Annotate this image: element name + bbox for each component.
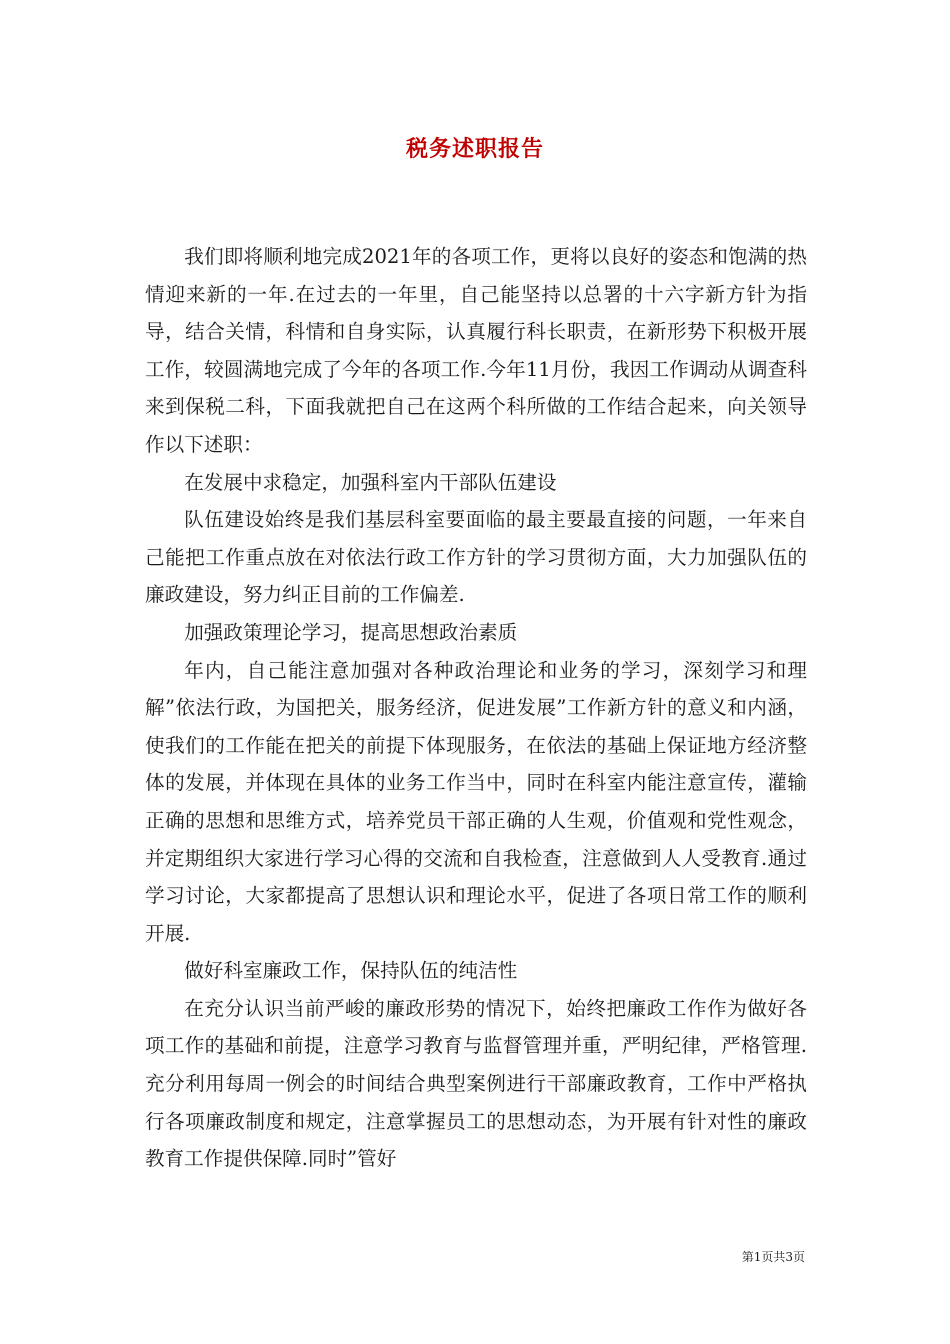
paragraph: 队伍建设始终是我们基层科室要面临的最主要最直接的问题，一年来自己能把工作重点放在对依法行政工作方针的学习贯彻方面，大力加强队伍的廉政建设，努力纠正目前的工作偏差.	[145, 508, 807, 607]
paragraph-intro: 我们即将顺利地完成2021年的各项工作，更将以良好的姿态和饱满的热情迎来新的一年.在过去的一年里，自己能坚持以总署的十六字新方针为指导，结合关情，科情和自身实际，认真履行科长职责，在新形势下积极开展工作，较圆满地完成了今年的各项工作.今年11月份，我因工作调动从调查科来到保税二科，下面我就把自己在这两个科所做的工作结合起来，向关领导作以下述职：	[145, 245, 807, 456]
paragraph: 在充分认识当前严峻的廉政形势的情况下，始终把廉政工作作为做好各项工作的基础和前提，注意学习教育与监督管理并重，严明纪律，严格管理.充分利用每周一例会的时间结合典型案例进行干部廉政教育，工作中严格执行各项廉政制度和规定，注意掌握员工的思想动态，为开展有针对性的廉政教育工作提供保障.同时”管好	[145, 996, 807, 1171]
page-number: 第1页共3页	[741, 1250, 805, 1264]
paragraph: 年内，自己能注意加强对各种政治理论和业务的学习，深刻学习和理解”依法行政，为国把关，服务经济，促进发展”工作新方针的意义和内涵，使我们的工作能在把关的前提下体现服务，在依法的基础上保证地方经济整体的发展，并体现在具体的业务工作当中，同时在科室内能注意宣传，灌输正确的思想和思维方式，培养党员干部正确的人生观，价值观和党性观念，并定期组织大家进行学习心得的交流和自我检查，注意做到人人受教育.通过学习讨论，大家都提高了思想认识和理论水平，促进了各项日常工作的顺利开展.	[145, 658, 807, 945]
section-heading: 在发展中求稳定，加强科室内干部队伍建设	[184, 470, 557, 494]
section-heading: 做好科室廉政工作，保持队伍的纯洁性	[184, 959, 518, 983]
document-body	[145, 238, 807, 1178]
section-heading: 加强政策理论学习，提高思想政治素质	[184, 620, 518, 644]
document-title: 税务述职报告	[405, 136, 544, 162]
